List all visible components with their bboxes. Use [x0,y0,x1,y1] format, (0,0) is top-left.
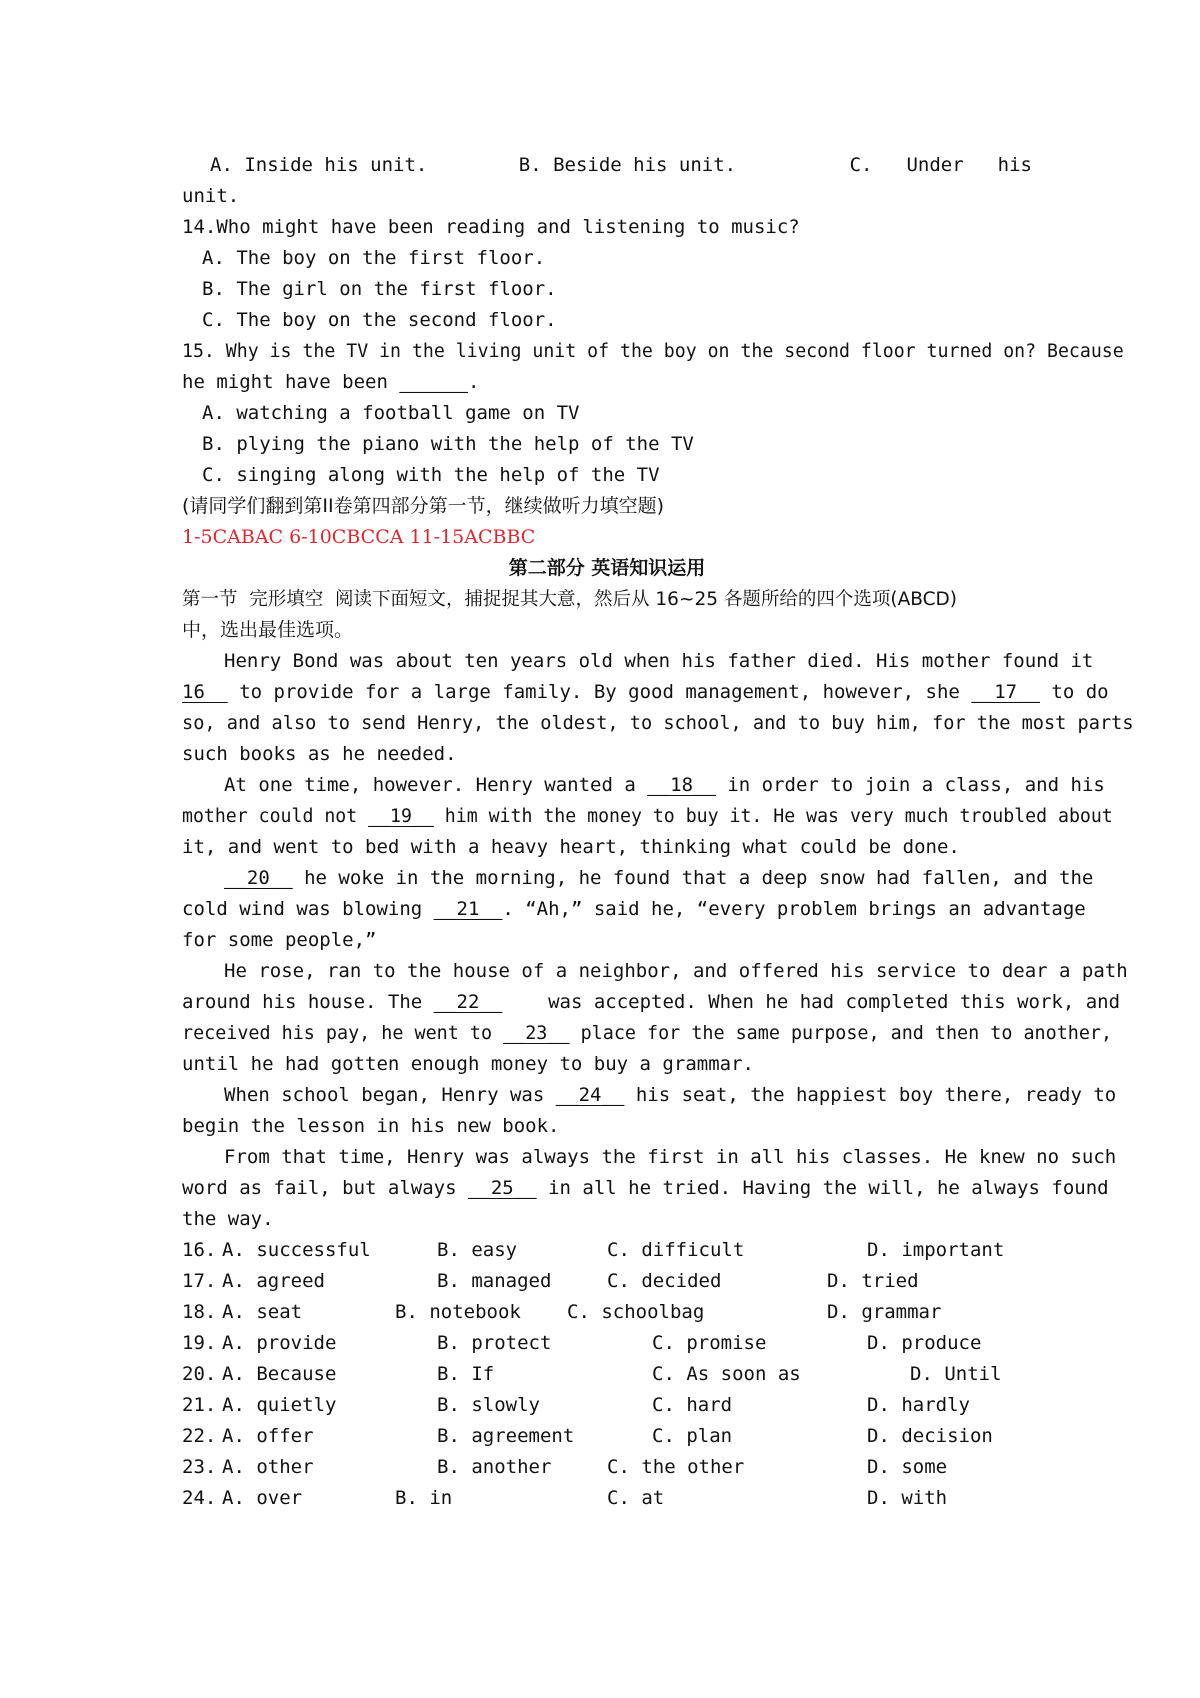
passage-p6-line2 [182,1173,1109,1204]
option-d: D. produce [867,1332,982,1354]
passage-text: At one time, however. Henry wanted a [224,774,648,796]
part-two-title: 第二部分 英语知识运用 [508,557,706,579]
blank-19: __19__ [368,806,434,827]
option-a: A. other [222,1456,314,1478]
q13-option-c [740,150,1032,181]
q15-stem: 15. Why is the TV in the living unit of the boy on the second floor turned on? Because [182,341,1124,362]
option-b: B. protect [437,1332,552,1354]
option-c: C. difficult [607,1239,745,1261]
q13-option-b: B. Beside his unit. [518,154,737,176]
option-b: B. in [395,1487,453,1509]
q14-stem: 14.Who might have been reading and listening to music? [182,216,800,238]
section-one-instruction: 第一节 完形填空 阅读下面短文，捕捉捉其大意，然后从 16~25 各题所给的四个选项(ABCD) [182,589,957,610]
passage-p6-line1: From that time, Henry was always the first in all his classes. He knew no such [224,1146,1117,1168]
option-c: C. As soon as [652,1363,801,1385]
q14-option-b: B. The girl on the first floor. [202,278,557,300]
passage-text: in all he tried. Having the will, he always found [536,1177,1109,1199]
q13-option-c-letter: C. [849,154,873,176]
passage-p2-line3: it, and went to bed with a heavy heart, thinking what could be done. [182,836,960,858]
option-a: A. provide [222,1332,337,1354]
passage-text: around his house. The [182,991,434,1013]
blank-22: __22__ [433,991,503,1013]
option-number: 21. [182,1394,217,1416]
q15-blank: ______ [399,371,468,393]
option-a: A. seat [222,1301,303,1323]
passage-text: word as fail, but always [182,1177,468,1199]
option-a: A. quietly [222,1394,337,1416]
passage-p6-line3: the way. [182,1208,274,1230]
option-number: 16. [182,1239,217,1261]
option-row [182,1297,1032,1328]
q13-options-line [182,150,1032,181]
option-row [182,1452,1032,1483]
option-row [182,1390,1032,1421]
option-c: C. decided [607,1270,722,1292]
passage-p2-line2 [182,801,1113,832]
passage-p1-line1: Henry Bond was about ten years old when his father died. His mother found it [224,650,1094,672]
option-d: D. tried [827,1270,919,1292]
blank-18: __18__ [647,774,716,796]
section-one-instruction-2: 中，选出最佳选项。 [182,619,354,641]
passage-p2-line1 [182,770,1105,801]
passage-text: in order to join a class, and his [715,774,1105,796]
passage-text: received his pay, he went to [182,1023,504,1044]
option-number: 18. [182,1301,217,1323]
option-c: C. plan [652,1425,733,1447]
q15-stem-line2 [182,367,479,398]
answer-key: 1-5CABAC 6-10CBCCA 11-15ACBBC [182,526,536,548]
passage-text: When school began, Henry was [224,1084,556,1106]
passage-p4-line3 [182,1018,1112,1049]
option-a: A. successful [222,1239,371,1261]
option-a: A. Because [222,1363,337,1385]
option-c: C. schoolbag [567,1301,705,1323]
q14-option-c: C. The boy on the second floor. [202,309,557,331]
option-number: 23. [182,1456,217,1478]
option-d: D. grammar [827,1301,942,1323]
q13-option-c-word2: his [997,154,1032,176]
passage-text: to provide for a large family. By good management, however, she [227,681,972,703]
passage-text: he woke in the morning, he found that a deep snow had fallen, and the [292,867,1094,889]
option-row [182,1421,1032,1452]
q14-option-a: A. The boy on the first floor. [202,247,546,269]
passage-text: . “Ah,” said he, “every problem brings an advantage [502,898,1086,920]
passage-text: place for the same purpose, and then to another, [569,1023,1113,1044]
option-b: B. managed [437,1270,552,1292]
option-a: A. over [222,1487,303,1509]
option-d: D. Until [910,1363,1002,1385]
option-c: C. hard [652,1394,733,1416]
option-b: B. easy [437,1239,518,1261]
option-row [182,1266,1032,1297]
option-b: B. If [437,1363,495,1385]
passage-text: mother could not [182,806,369,827]
passage-p3-line1 [182,863,1093,894]
option-number: 19. [182,1332,217,1354]
blank-23: __23__ [503,1023,570,1044]
blank-21: __21__ [433,898,503,920]
blank-25: __25__ [467,1177,537,1199]
option-b: B. another [437,1456,552,1478]
passage-p1-line3: so, and also to send Henry, the oldest, to school, and to buy him, for the most parts [182,713,1134,734]
passage-p3-line2 [182,894,1086,925]
option-c: C. promise [652,1332,767,1354]
q15-option-c: C. singing along with the help of the TV [202,464,660,486]
option-d: D. some [867,1456,948,1478]
option-number: 20. [182,1363,217,1385]
passage-p1-line2 [182,677,1109,708]
option-d: D. with [867,1487,948,1509]
option-c: C. the other [607,1456,745,1478]
passage-p4-line2 [182,987,1120,1018]
blank-17: __17__ [971,681,1040,703]
passage-p5-line1 [182,1080,1116,1111]
q13-option-c-word1: Under [906,154,964,176]
passage-text: was accepted. When he had completed this work, and [502,991,1121,1013]
passage-text: cold wind was blowing [182,898,434,920]
passage-p5-line2: begin the lesson in his new book. [182,1115,560,1137]
option-number: 17. [182,1270,217,1292]
blank-16: 16 [182,681,228,703]
option-b: B. notebook [395,1301,521,1323]
passage-p4-line1: He rose, ran to the house of a neighbor, and offered his service to dear a path [224,960,1128,982]
passage-p1-line4: such books as he needed. [182,743,457,765]
blank-24: __24__ [555,1084,625,1106]
passage-text: him with the money to buy it. He was very much troubled about [433,806,1113,827]
passage-p4-line4: until he had gotten enough money to buy a grammar. [182,1053,754,1075]
option-c: C. at [607,1487,665,1509]
q15-stem-text: he might have been [182,371,400,393]
option-row [182,1328,1032,1359]
passage-text: his seat, the happiest boy there, ready to [624,1084,1117,1106]
option-b: B. slowly [437,1394,540,1416]
option-number: 22. [182,1425,217,1447]
option-d: D. decision [867,1425,993,1447]
option-row [182,1359,1032,1390]
q15-option-a: A. watching a football game on TV [202,402,580,424]
q15-stem-end: . [467,371,480,393]
passage-text: to do [1039,681,1109,703]
q13-option-c-wrap: unit. [182,185,240,207]
option-a: A. agreed [222,1270,325,1292]
option-d: D. hardly [867,1394,970,1416]
option-row [182,1235,1032,1266]
option-b: B. agreement [437,1425,575,1447]
listening-note: (请同学们翻到第II卷第四部分第一节，继续做听力填空题) [182,495,665,517]
option-row [182,1483,1032,1514]
document-page [182,0,1134,1698]
option-number: 24. [182,1487,217,1509]
passage-p3-line3: for some people,” [182,929,377,951]
option-a: A. offer [222,1425,314,1447]
q13-option-a: A. Inside his unit. [210,154,428,176]
q15-option-b: B. plying the piano with the help of the TV [202,433,694,455]
option-d: D. important [867,1239,1005,1261]
blank-20: __20__ [224,867,293,889]
